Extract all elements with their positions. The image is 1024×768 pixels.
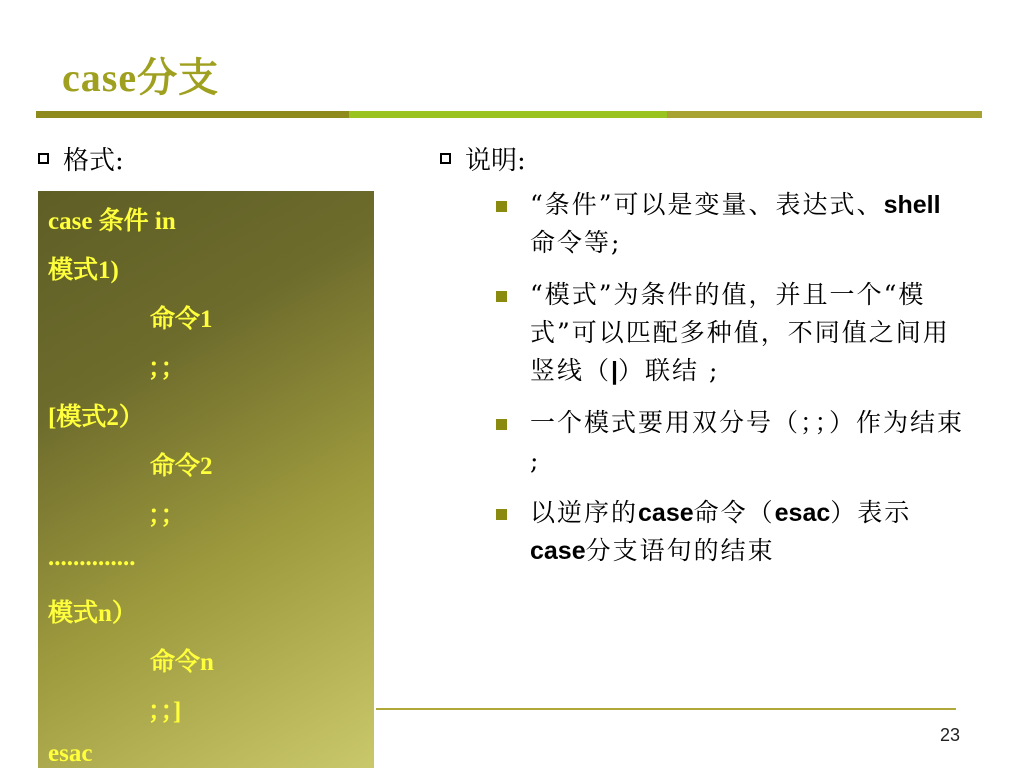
explanation-heading-label: 说明:	[465, 146, 526, 176]
note-keyword: shell	[883, 191, 941, 219]
note-item	[496, 276, 966, 390]
code-line: ；；	[148, 502, 186, 529]
note-text-part: 一个模式要用双分号（；；）作为结束 ;	[530, 408, 965, 475]
code-line: esac	[48, 740, 93, 767]
filled-square-bullet-icon	[496, 509, 507, 520]
title-divider	[36, 111, 982, 118]
code-line: ..............	[48, 544, 136, 571]
note-item	[496, 404, 966, 480]
filled-square-bullet-icon	[496, 291, 507, 302]
title-divider-segment	[36, 111, 349, 118]
footer-divider	[376, 708, 956, 710]
note-text-part: 命令（	[693, 498, 775, 527]
code-line: [模式2）	[48, 404, 144, 431]
note-keyword: |	[611, 357, 619, 385]
format-heading-label: 格式:	[63, 146, 124, 176]
page-number: 23	[940, 725, 961, 745]
explanation-heading	[440, 140, 526, 177]
note-text-part: ）联结 ;	[618, 356, 720, 385]
filled-square-bullet-icon	[496, 419, 507, 430]
note-item	[496, 186, 966, 262]
note-text-part: ）表示	[830, 498, 912, 527]
title-divider-segment	[349, 111, 667, 118]
note-text-part: 以逆序的	[530, 498, 639, 527]
note-keyword: esac	[774, 499, 831, 527]
note-text	[530, 280, 950, 385]
note-text	[530, 408, 964, 475]
explanation-notes	[496, 186, 966, 584]
note-keyword: case	[638, 499, 694, 527]
syntax-code-box	[38, 191, 374, 768]
note-text-part: 分支语句的结束	[585, 536, 775, 565]
hollow-square-bullet-icon	[440, 153, 451, 164]
code-line: 命令n	[150, 649, 214, 676]
code-line: case 条件 in	[48, 208, 176, 235]
note-text-part: 命令等;	[530, 228, 622, 257]
filled-square-bullet-icon	[496, 201, 507, 212]
slide-title: case分支	[62, 55, 220, 100]
format-heading	[38, 140, 124, 177]
code-line: 模式1)	[48, 257, 119, 284]
code-line: ；；]	[148, 698, 182, 725]
code-line: 命令1	[150, 306, 213, 333]
note-text	[530, 498, 911, 565]
hollow-square-bullet-icon	[38, 153, 49, 164]
note-item	[496, 494, 966, 570]
note-text	[530, 190, 941, 257]
code-line: 模式n）	[48, 600, 137, 627]
note-text-part: “模式”为条件的值，并且一个“模式”可以匹配多种值，不同值之间用竖线（	[530, 280, 950, 385]
note-keyword: case	[530, 537, 586, 565]
code-line: 命令2	[150, 453, 213, 480]
note-text-part: “条件”可以是变量、表达式、	[530, 190, 884, 219]
title-divider-segment	[667, 111, 982, 118]
code-line: ；；	[148, 355, 186, 382]
